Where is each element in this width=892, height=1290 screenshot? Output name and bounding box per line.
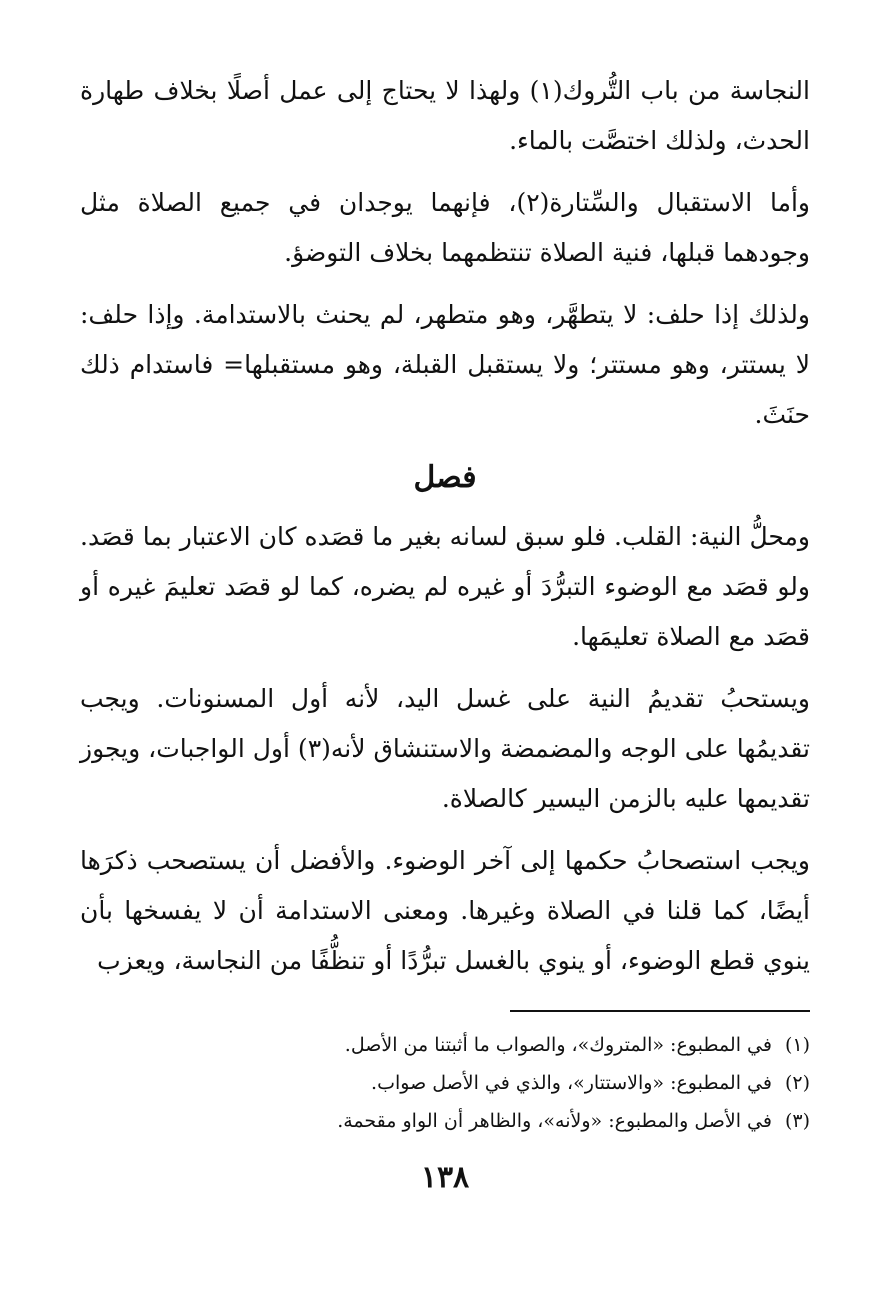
paragraph: ويستحبُ تقديمُ النية على غسل اليد، لأنه أول المسنونات. ويجب تقديمُها على الوجه والمضمضة والاستنشاق لأنه(٣) أول الواجبات، ويجوز تقديمها عليه بالزمن اليسير كالصلاة.	[80, 684, 810, 813]
page-number: ١٣٨	[420, 1160, 470, 1195]
paragraph: ويجب استصحابُ حكمها إلى آخر الوضوء. والأفضل أن يستصحب ذكرَها أيضًا، كما قلنا في الصلاة وغيرها. ومعنى الاستدامة أن لا يفسخها بأن ينوي قطع الوضوء، أو ينوي بالغسل تبرُّدًا أو تنظُّفًا من النجاسة، ويعزب	[80, 846, 810, 975]
footnote-separator	[510, 1010, 810, 1012]
footnote-number: (٣)	[784, 1110, 810, 1132]
paragraph: ومحلُّ النية: القلب. فلو سبق لسانه بغير ما قصَده كان الاعتبار بما قصَد. ولو قصَد مع الوضوء التبرُّدَ أو غيره لم يضره، كما لو قصَد تعليمَ غيره أو قصَد مع الصلاة تعليمَها.	[80, 522, 810, 651]
footnote-text: في المطبوع: «المتروك»، والصواب ما أثبتنا من الأصل.	[344, 1034, 772, 1056]
footnote	[80, 1064, 810, 1102]
footnote-text: في المطبوع: «والاستتار»، والذي في الأصل صواب.	[371, 1072, 772, 1094]
paragraph: ولذلك إذا حلف: لا يتطهَّر، وهو متطهر، لم يحنث بالاستدامة. وإذا حلف: لا يستتر، وهو مستتر؛ ولا يستقبل القبلة، وهو مستقبلها= فاستدام ذلك حنَثَ.	[80, 300, 810, 429]
document-page	[80, 66, 810, 1290]
section-heading: فصل	[413, 460, 477, 495]
footnote-number: (١)	[784, 1034, 810, 1056]
footnotes	[80, 1026, 810, 1140]
footnote	[80, 1026, 810, 1064]
footnote-text: في الأصل والمطبوع: «ولأنه»، والظاهر أن الواو مقحمة.	[337, 1110, 772, 1132]
paragraph: وأما الاستقبال والسِّتارة(٢)، فإنهما يوجدان في جميع الصلاة مثل وجودهما قبلها، فنية الصلاة تنتظمهما بخلاف التوضؤ.	[80, 188, 810, 267]
footnote-number: (٢)	[784, 1072, 810, 1094]
paragraph: النجاسة من باب التُّروك(١) ولهذا لا يحتاج إلى عمل أصلًا بخلاف طهارة الحدث، ولذلك اختصَّت بالماء.	[80, 76, 810, 155]
footnote	[80, 1102, 810, 1140]
